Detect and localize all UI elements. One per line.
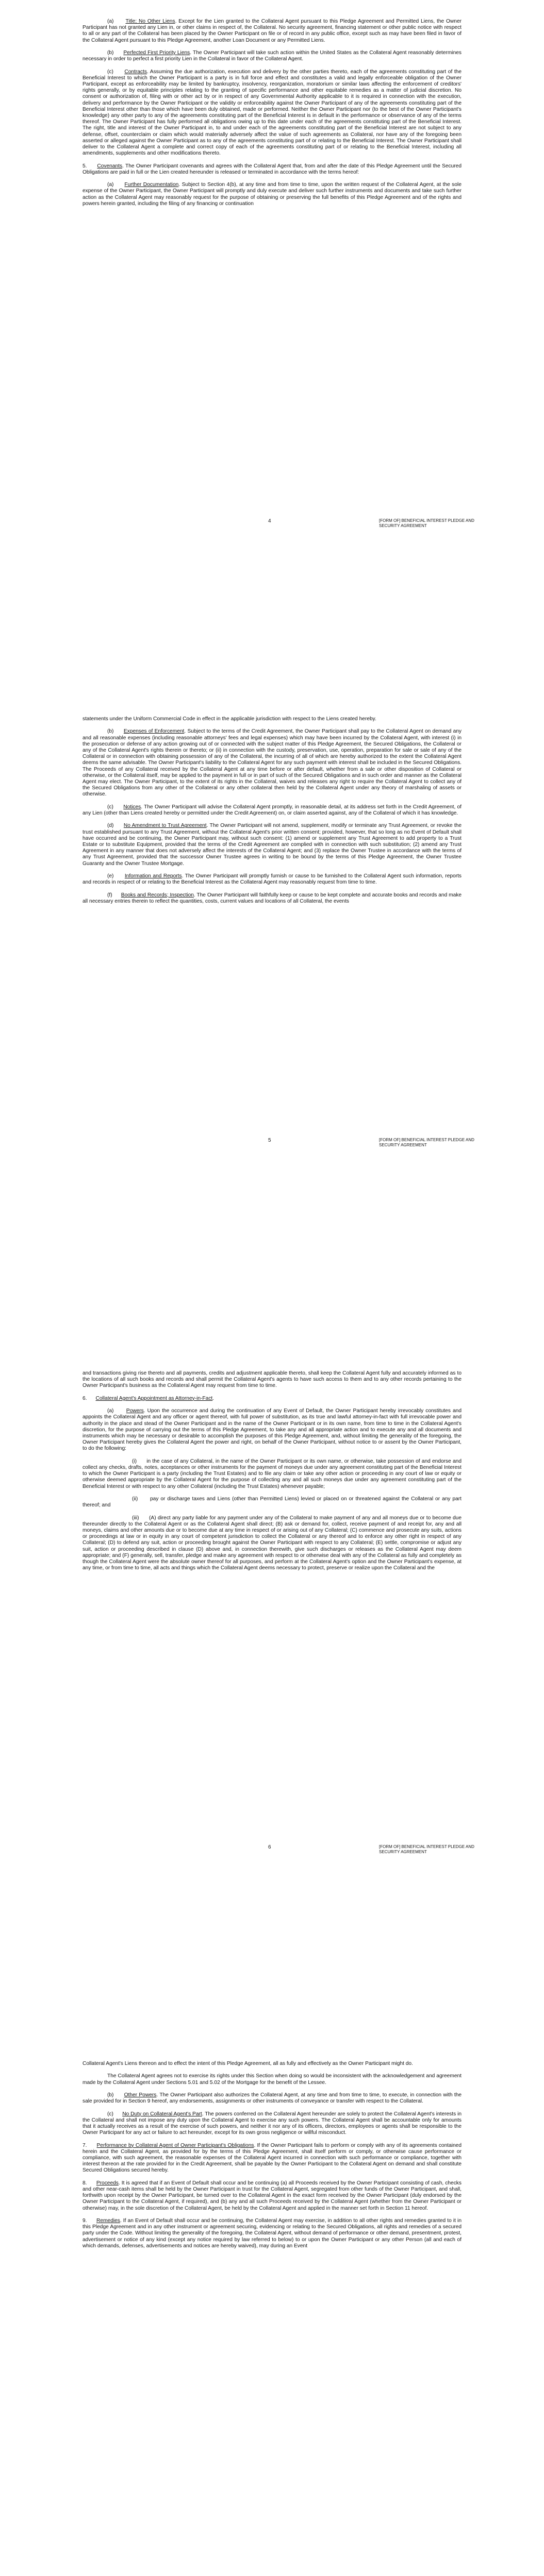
page-body [83,19,461,207]
paragraph-continuation: Collateral Agent's Liens thereon and to effect the intent of this Pledge Agreement, all as fully and effectively as the Owner Participant might do. [83,2061,413,2066]
heading: Perfected First Priority Liens [123,50,190,56]
paragraph-expenses-of-enforcement: (b) Expenses of Enforcement. Subject to the terms of the Credit Agreement, the Owner Participant shall pay to the Collateral Agent on demand any and all reasonable expenses (including reasonable attorneys' fees and legal expenses) which may have been incurred by the Collateral Agent, with interest (i) in the prosecution or defense of any action growing out of or connected with the subject matter of this Pledge Agreement, the Secured Obligations, the Collateral or any of the Collateral Agent's rights therein or thereto; or (ii) in connection with the custody, preservation, use, operation, preparation for sale or sale of any of the Collateral or in connection with obtaining possession of any of the Collateral, the incurring of all of which are hereby authorized to the extent the Collateral Agent deems the same advisable. The Owner Participant's liability to the Collateral Agent for any such payment with interest shall be included in the Secured Obligations. The Proceeds of any Collateral received by the Collateral Agent at any time before or after default, whether from a sale or other disposition of Collateral or otherwise, or the Collateral itself, may be applied to the payment in full or in part of such of the Secured Obligations and in such order and manner as the Collateral Agent may elect. The Owner Participant, to the extent of its rights in the Collateral, waives and releases any right to require the Collateral Agent to collect any of the Secured Obligations from any other of the Collateral or any other collateral then held by the Collateral Agent under any theory of marshaling of assets or otherwise. [83,728,462,798]
paragraph-covenants: 5. Covenants. The Owner Participant covenants and agrees with the Collateral Agent that, from and after the date of this Pledge Agreement until the Secured Obligations are paid in full or the Lien created hereunder is released or terminated in accordance with the terms hereof: [83,163,462,175]
paragraph-perfected-liens: (b) Perfected First Priority Liens. The Owner Participant will take such action within the United States as the Collateral Agent reasonably determines necessary in order to perfect a first priority Lien in the Collateral in favor of the Collateral Agent. [83,50,461,62]
paragraph-no-amendment: (d) No Amendment to Trust Agreement. The Owner Participant will not amend, supplement, modify or terminate any Trust Agreement, or revoke the trust established pursuant to any Trust Agreement, without the Collateral Agent's prior written consent; provided, however, that so long as no Event of Default shall have occurred and be continuing, the Owner Participant may, without such consent: (1) amend or supplement any Trust Agreement to add property to a Trust Estate or to substitute Equipment, provided that the terms of the Credit Agreement are complied with in connection with such substitution; (2) amend any Trust Agreement in any manner that does not adversely affect the interests of the Collateral Agent; and (3) replace the Owner Trustee in accordance with the terms of any Trust Agreement, provided that the successor Owner Trustee agrees in writing to be bound by the terms of this Pledge Agreement, the Owner Trustee Guaranty and the Owner Trustee Mortgage. [83,823,462,867]
heading: Expenses of Enforcement [123,728,185,735]
paragraph-performance: 7. Performance by Collateral Agent of Owner Participant's Obligations. If the Owner Participant fails to perform or comply with any of its agreements contained herein and the Collateral Agent, as provided for by the terms of this Pledge Agreement, shall itself perform or comply, or otherwise cause performance or compliance, with such agreement, the reasonable expenses of the Collateral Agent incurred in connection with such performance or compliance, together with interest thereon at the rate provided for in the Credit Agreement, shall be payable by the Owner Participant to the Collateral Agent on demand and shall constitute Secured Obligations secured hereby. [83,2142,462,2174]
page-number: 4 [268,518,271,524]
paragraph-contracts: (c) Contracts. Assuming the due authorization, execution and delivery by the other parties thereto, each of the agreements constituting part of the Beneficial Interest to which the Owner Participant is a party is in full force and effect and constitutes a valid and legally enforceable obligation of the Owner Participant, except as enforceability may be limited by bankruptcy, insolvency, reorganization, moratorium or similar laws affecting the enforcement of creditors' rights generally, or by equitable principles relating to the granting of specific performance and other equitable remedies as a matter of judicial discretion. No consent or authorization of, filing with or other act by or in respect of any Governmental Authority applicable to it is required in connection with the execution, delivery and performance by the Owner Participant or the validity or enforceability against the Owner Participant of any of the agreements constituting part of the Beneficial Interest other than those which have been duly obtained, made or performed. Neither the Owner Participant nor (to the best of the Owner Participant's knowledge) any other party to any of the agreements constituting part of the Beneficial Interest is in default in the performance or observance of any of the terms thereof. The Owner Participant has fully performed all obligations owing up to this date under each of the agreements constituting part of the Beneficial Interest. The right, title and interest of the Owner Participant in, to and under each of the agreements constituting part of the Beneficial Interest are not subject to any defense, offset, counterclaim or claim which would materially adversely affect the value of such agreements as Collateral, nor have any of the foregoing been asserted or alleged against the Owner Participant as to any of the agreements constituting part of or relating to the Beneficial Interest. The Owner Participant shall deliver to the Collateral Agent a complete and correct copy of each of the agreements constituting part of or relating to the Beneficial Interest, including all amendments, supplements and other modifications thereto. [83,69,462,157]
heading: Powers [126,1408,144,1414]
heading: Performance by Collateral Agent of Owner Participant's Obligations [96,2142,254,2148]
heading: Further Documentation [124,182,179,188]
page-body [83,1370,461,1571]
page-body [83,716,461,905]
paragraph-title-no-other-liens: (a) Title; No Other Liens. Except for the Lien granted to the Collateral Agent pursuant to this Pledge Agreement and Permitted Liens, the Owner Participant has not granted any Lien in, or other claims in respect of, the Collateral. No security agreement, financing statement or other public notice with respect to all or any part of the Collateral has been placed by the Owner Participant on file or of record in any public office, except such as may have been filed in favor of the Collateral Agent pursuant to this Pledge Agreement, another Loan Document or any Permitted Liens. [83,19,462,43]
paragraph-notices: (c) Notices. The Owner Participant will advise the Collateral Agent promptly, in reasonable detail, at its address set forth in the Credit Agreement, of any Lien (other than Liens created hereby or permitted under the Credit Agreement) on, or claim asserted against, any of the Collateral of which it has knowledge. [83,804,462,817]
heading: No Amendment to Trust Agreement [123,823,207,829]
heading: Title; No Other Liens [125,19,175,24]
paragraph-continuation: and transactions giving rise thereto and all payments, credits and adjustment applicable thereto, shall keep the Collateral Agent fully and accurately informed as to the locations of all such books and records and shall permit the Collateral Agent's agents to have such access to them and to any other records pertaining to the Owner Participant's business as the Collateral Agent may request from time to time. [83,1370,461,1389]
page-footer: [FORM OF] BENEFICIAL INTEREST PLEDGE AND SECURITY AGREEMENT [379,518,474,528]
paragraph-clause-iii: (iii) (A) direct any party liable for any payment under any of the Collateral to make payment of any and all moneys due or to become due thereunder directly to the Collateral Agent or as the Collateral Agent shall direct; (B) ask or demand for, collect, receive payment of and receipt for, any and all moneys, claims and other amounts due or to become due at any time in respect of or arising out of any Collateral; (C) commence and prosecute any suits, actions or proceedings at law or in equity in any court of competent jurisdiction to collect the Collateral or any thereof and to enforce any other right in respect of any Collateral; (D) to defend any suit, action or proceeding brought against the Owner Participant with respect to any Collateral; (E) settle, compromise or adjust any suit, action or proceeding described in clause (D) above and, in connection therewith, give such discharges or releases as the Collateral Agent may deem appropriate; and (F) generally, sell, transfer, pledge and make any agreement with respect to or otherwise deal with any of the Collateral as fully and completely as though the Collateral Agent were the absolute owner thereof for all purposes, and perform at the Collateral Agent's option and the Owner Participant's expense, at any time, or from time to time, all acts and things which the Collateral Agent deems necessary to protect, preserve or realize upon the Collateral and the [83,1515,462,1571]
paragraph-continuation: statements under the Uniform Commercial Code in effect in the applicable jurisdiction with respect to the Liens created hereby. [83,716,376,722]
heading: Contracts [124,69,147,75]
paragraph-no-duty: (c) No Duty on Collateral Agent's Part. The powers conferred on the Collateral Agent hereunder are solely to protect the Collateral Agent's interests in the Collateral and shall not impose any duty upon the Collateral Agent to exercise any such powers. The Collateral Agent shall be accountable only for amounts that it actually receives as a result of the exercise of such powers, and neither it nor any of its officers, directors, employees or agents shall be responsible to the Owner Participant for any act or failure to act hereunder, except for its own gross negligence or willful misconduct. [83,2111,462,2136]
page-body [83,2061,461,2249]
heading: Collateral Agent's Appointment as Attorney-in-Fact [95,1395,213,1401]
page-footer: [FORM OF] BENEFICIAL INTEREST PLEDGE AND SECURITY AGREEMENT [379,1844,474,1854]
heading: Proceeds [96,2180,119,2186]
paragraph-further-documentation: (a) Further Documentation. Subject to Section 4(b), at any time and from time to time, upon the written request of the Collateral Agent, at the sole expense of the Owner Participant, the Owner Participant will promptly and duly execute and deliver such further instruments and documents and take such further action as the Collateral Agent may reasonably request for the purpose of obtaining or preserving the full benefits of this Pledge Agreement and of the rights and powers herein granted, including the filing of any financing or continuation [83,182,461,207]
heading: No Duty on Collateral Agent's Part [122,2111,202,2117]
heading: Books and Records; Inspection [121,892,194,898]
paragraph-clause-ii: (ii) pay or discharge taxes and Liens (other than Permitted Liens) levied or placed on or threatened against the Collateral or any part thereof; and [83,1496,461,1509]
paragraph-remedies: 9. Remedies. If an Event of Default shall occur and be continuing, the Collateral Agent may exercise, in addition to all other rights and remedies granted to it in this Pledge Agreement and in any other instrument or agreement securing, evidencing or relating to the Secured Obligations, all rights and remedies of a secured party under the Code. Without limiting the generality of the foregoing, the Collateral Agent, without demand of performance or other demand, presentment, protest, advertisement or notice of any kind (except any notice required by law referred to below) to or upon the Owner Participant or any other Person (all and each of which demands, defenses, advertisements and notices are hereby waived), may during an Event [83,2217,461,2249]
page-number: 5 [268,1138,271,1143]
paragraph-other-powers: (b) Other Powers. The Owner Participant also authorizes the Collateral Agent, at any time and from time to time, to execute, in connection with the sale provided for in Section 9 hereof, any endorsements, assignments or other instruments of conveyance or transfer with respect to the Collateral. [83,2092,462,2105]
paragraph-attorney-in-fact: 6. Collateral Agent's Appointment as Attorney-in-Fact. [83,1395,215,1401]
heading: Information and Reports [124,873,182,879]
page-number: 6 [268,1844,271,1850]
heading: Other Powers [124,2092,157,2098]
paragraph-agent-agreement: The Collateral Agent agrees not to exercise its rights under this Section when doing so would be inconsistent with the acknowledgement and agreement made by the Collateral Agent under Sections 5.01 and 5.02 of the Mortgage for the benefit of the Lessee. [83,2073,461,2086]
paragraph-clause-i: (i) in the case of any Collateral, in the name of the Owner Participant or its own name, or otherwise, take possession of and endorse and collect any checks, drafts, notes, acceptances or other instruments for the payment of moneys due under any agreement constituting part of the Beneficial Interest to which the Owner Participant is a party (including the Trust Estates) and to file any claim or take any other action or proceeding in any court of law or equity or otherwise deemed appropriate by the Collateral Agent for the purpose of collecting any and all such moneys due under any agreement constituting part of the Beneficial Interest or with respect to any other Collateral (including the Trust Estates) whenever payable; [83,1458,462,1489]
paragraph-powers: (a) Powers. Upon the occurrence and during the continuation of any Event of Default, the Owner Participant hereby irrevocably constitutes and appoints the Collateral Agent and any officer or agent thereof, with full power of substitution, as its true and lawful attorney-in-fact with full irrevocable power and authority in the place and stead of the Owner Participant and in the name of the Owner Participant or in its own name, from time to time in the Collateral Agent's discretion, for the purpose of carrying out the terms of this Pledge Agreement, to take any and all appropriate action and to execute any and all documents and instruments which may be necessary or desirable to accomplish the purposes of this Pledge Agreement, and, without limiting the generality of the foregoing, the Owner Participant hereby gives the Collateral Agent the power and right, on behalf of the Owner Participant, without notice to or assent by the Owner Participant, to do the following: [83,1408,461,1452]
heading: Remedies [96,2217,120,2224]
paragraph-proceeds: 8. Proceeds. It is agreed that if an Event of Default shall occur and be continuing (a) all Proceeds received by the Owner Participant consisting of cash, checks and other near-cash items shall be held by the Owner Participant in trust for the Collateral Agent, segregated from other funds of the Owner Participant, and shall, forthwith upon receipt by the Owner Participant, be turned over to the Collateral Agent in the exact form received by the Owner Participant (duly endorsed by the Owner Participant to the Collateral Agent, if required), and (b) any and all such Proceeds received by the Collateral Agent (whether from the Owner Participant or otherwise) may, in the sole discretion of the Collateral Agent, be held by the Collateral Agent and applied in the manner set forth in Section 11 hereof. [83,2180,461,2211]
paragraph-information-reports: (e) Information and Reports. The Owner Participant will promptly furnish or cause to be furnished to the Collateral Agent such information, reports and records in respect of or relating to the Beneficial Interest as the Collateral Agent may reasonably request from time to time. [83,873,462,886]
paragraph-books-records: (f) Books and Records; Inspection. The Owner Participant will faithfully keep or cause to be kept complete and accurate books and records and make all necessary entries therein to reflect the quantities, costs, current values and locations of all Collateral, the events [83,892,462,904]
heading: Covenants [97,163,123,169]
heading: Notices [123,804,141,810]
page-footer: [FORM OF] BENEFICIAL INTEREST PLEDGE AND SECURITY AGREEMENT [379,1138,474,1147]
